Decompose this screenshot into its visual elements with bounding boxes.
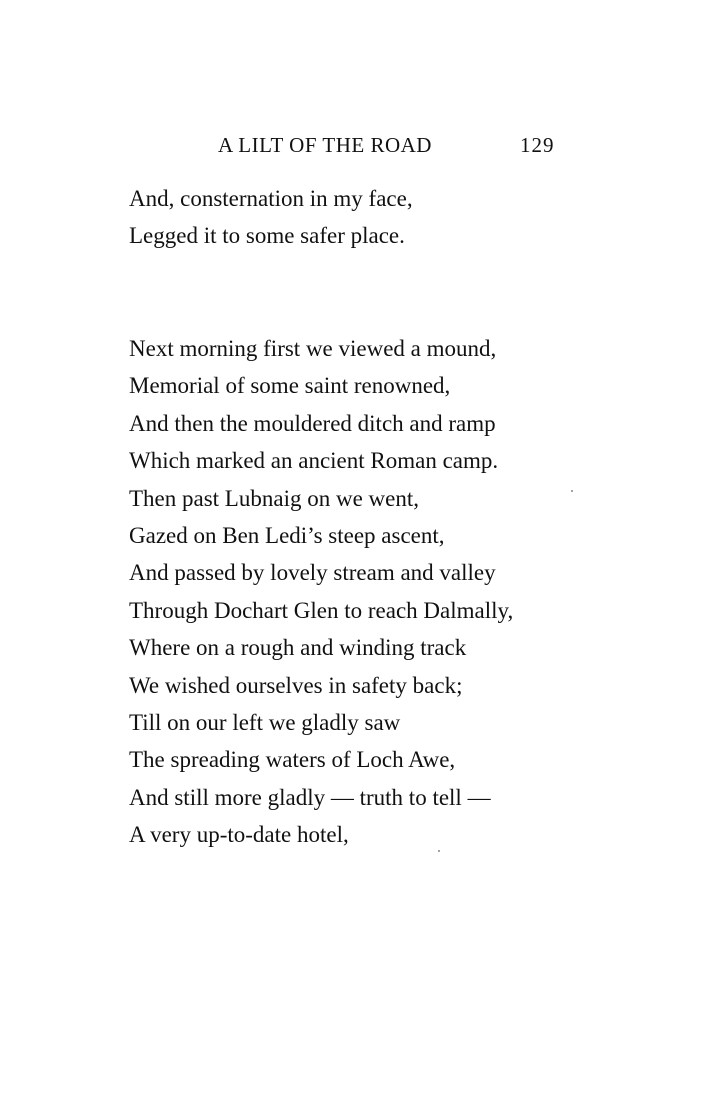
verse-line: Gazed on Ben Ledi’s steep ascent, xyxy=(129,523,445,549)
verse-line: Through Dochart Glen to reach Dalmally, xyxy=(129,597,514,623)
verse-line: And passed by lovely stream and valley xyxy=(129,560,496,586)
verse-line: Where on a rough and winding track xyxy=(129,635,467,661)
verse-line: Next morning first we viewed a mound, xyxy=(129,336,497,361)
verse-line: And then the mouldered ditch and ramp xyxy=(129,410,496,436)
verse-line: Then past Lubnaig on we went, xyxy=(129,485,419,511)
page-number: 129 xyxy=(520,133,555,157)
verse-line: And still more gladly — truth to tell — xyxy=(129,784,491,810)
verse-line: Which marked an ancient Roman camp. xyxy=(129,448,499,474)
scan-speck xyxy=(571,490,573,492)
stanza-1 xyxy=(129,180,413,255)
verse-line: A very up-to-date hotel, xyxy=(129,822,349,848)
running-head-title: A LILT OF THE ROAD xyxy=(218,133,432,157)
scan-speck xyxy=(438,850,440,852)
verse-line: Legged it to some safer place. xyxy=(129,223,405,249)
verse-line: We wished ourselves in safety back; xyxy=(129,672,463,698)
stanza-2 xyxy=(129,330,513,854)
verse-line: The spreading waters of Loch Awe, xyxy=(129,747,456,773)
verse-line: And, consternation in my face, xyxy=(129,186,413,211)
verse-line: Till on our left we gladly saw xyxy=(129,710,401,736)
verse-line: Memorial of some saint renowned, xyxy=(129,373,451,399)
